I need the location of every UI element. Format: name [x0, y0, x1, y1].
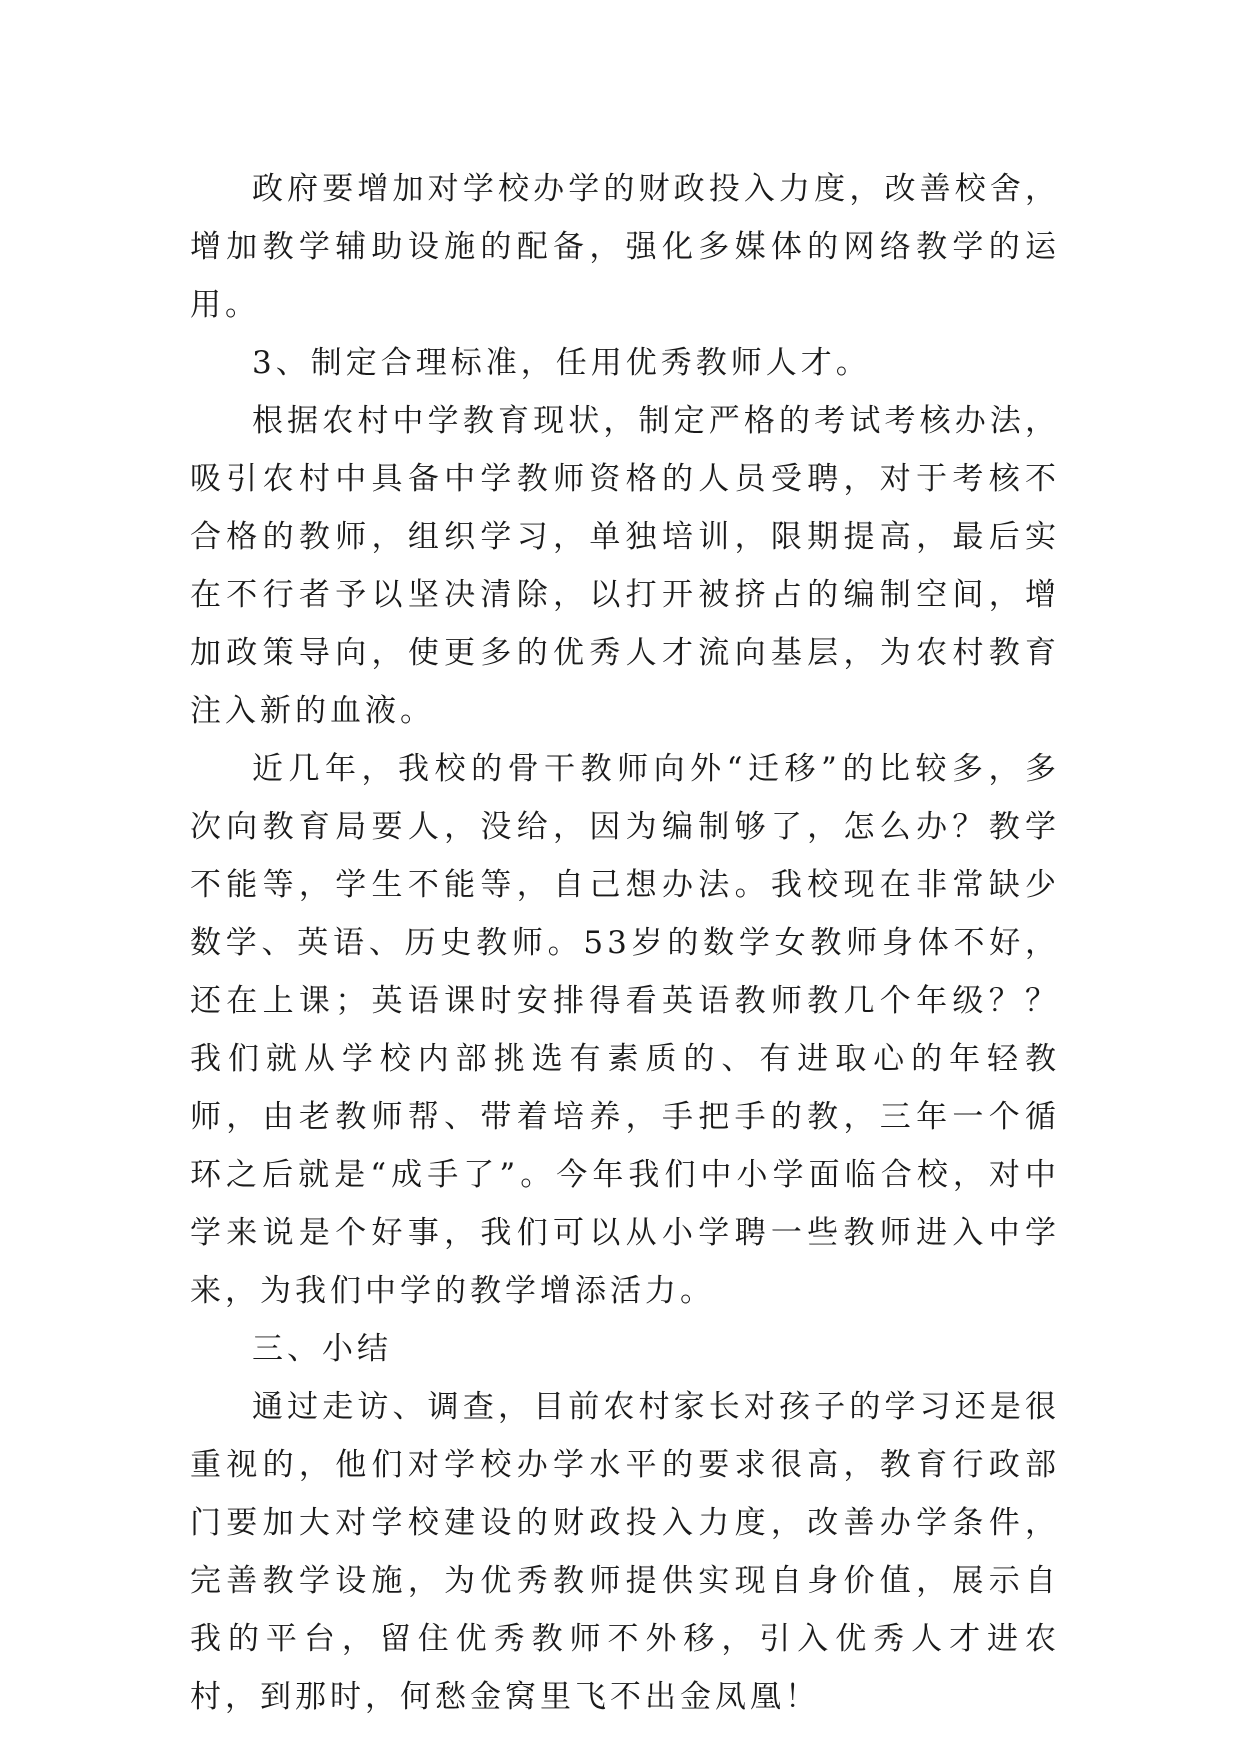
paragraph-assessment: 根据农村中学教育现状，制定严格的考试考核办法，吸引农村中具备中学教师资格的人员受聘，对于考核不合格的教师，组织学习，单独培训，限期提高，最后实在不行者予以坚决清除，以打开被挤占的编制空间，增加政策导向，使更多的优秀人才流向基层，为农村教育注入新的血液。	[190, 403, 1060, 729]
heading-teacher-standards: 3、制定合理标准，任用优秀教师人才。	[252, 345, 871, 381]
paragraph-migration: 近几年，我校的骨干教师向外“迁移”的比较多，多次向教育局要人，没给，因为编制够了，怎么办？教学不能等，学生不能等，自己想办法。我校现在非常缺少数学、英语、历史教师。53岁的数学女教师身体不好，还在上课；英语课时安排得看英语教师教几个年级？？我们就从学校内部挑选有素质的、有进取心的年轻教师，由老教师帮、带着培养，手把手的教，三年一个循环之后就是“成手了”。今年我们中小学面临合校，对中学来说是个好事，我们可以从小学聘一些教师进入中学来，为我们中学的教学增添活力。	[190, 751, 1060, 1309]
paragraph-conclusion: 通过走访、调查，目前农村家长对孩子的学习还是很重视的，他们对学校办学水平的要求很高，教育行政部门要加大对学校建设的财政投入力度，改善办学条件，完善教学设施，为优秀教师提供实现自身价值，展示自我的平台，留住优秀教师不外移，引入优秀人才进农村，到那时，何愁金窝里飞不出金凤凰！	[190, 1389, 1060, 1715]
document-body	[190, 160, 1060, 1726]
heading-summary: 三、小结	[252, 1331, 392, 1367]
paragraph-funding: 政府要增加对学校办学的财政投入力度，改善校舍，增加教学辅助设施的配备，强化多媒体的网络教学的运用。	[190, 171, 1060, 323]
